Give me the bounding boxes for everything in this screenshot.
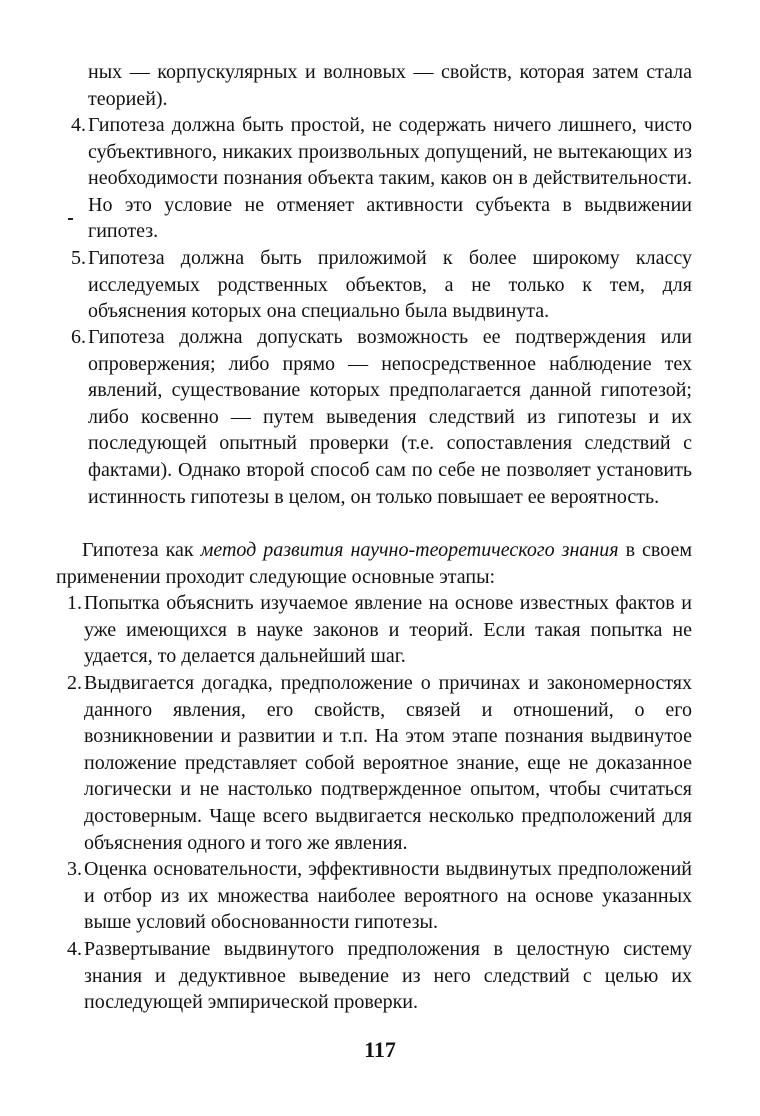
stage-text: Оценка основательности, эффективности выдвинутых предположений и отбор из их множества наиболее вероятного на основе указанных выше условий обоснованности гипотезы. <box>84 858 692 934</box>
scan-speck <box>68 218 73 220</box>
page-number: 117 <box>364 1037 396 1062</box>
requirement-number: 4. <box>71 114 86 136</box>
stage-number: 4. <box>67 938 82 960</box>
stage-text: Развертывание выдвинутого предположения в целостную систему знания и дедуктивное выведение из него следствий с целью их последующей эмпирической проверки. <box>84 938 692 1014</box>
stage-text: Попытка объяснить изучаемое явление на основе известных фактов и уже имеющихся в науке законов и теорий. Если такая попытка не удается, то делается дальнейший шаг. <box>84 592 692 668</box>
intro-text: Гипотеза как <box>82 539 201 561</box>
intro-emphasis: метод развития научно-теоретического знания <box>200 539 619 561</box>
stage-number: 2. <box>67 672 82 694</box>
requirement-text: Гипотеза должна допускать возможность ее подтверждения или опровержения; либо прямо — непосредственное наблюдение тех явлений, существование которых предполагается данной гипотезой; либо косвенно — путем выведения следствий из гипотезы и их последующей опытный проверки (т.е. сопоставления следствий с фактами). Однако второй способ сам по себе не позволяет установить истинность гипотезы в целом, он только повышает ее вероятность. <box>88 326 692 508</box>
stage-number: 1. <box>67 592 82 614</box>
stages-intro-paragraph <box>56 537 692 590</box>
stage-text: Выдвигается догадка, предположение о причинах и закономерностях данного явления, его свойств, связей и отношений, о его возникновении и развитии и т.п. На этом этапе познания выдвинутое положение представляет собой вероятное знание, еще не доказанное логически и не настолько подтвержденное опытом, чтобы считаться достоверным. Чаще всего выдвигается несколько предположений для объяснения одного и того же явления. <box>84 672 692 854</box>
requirement-text: Гипотеза должна быть приложимой к более широкому классу исследуемых родственных объектов, а не только к тем, для объяснения которых она специально была выдвинута. <box>88 247 692 323</box>
requirement-number: 5. <box>71 247 86 269</box>
continuation-paragraph: ных — корпускулярных и волновых — свойств, которая затем стала теорией). <box>88 61 692 110</box>
requirement-text: Гипотеза должна быть простой, не содержать ничего лишнего, чисто субъективного, никаких произвольных допущений, не вытекающих из необходимости познания объекта таким, каков он в действительности. Но это условие не отменяет активности субъекта в выдвижении гипотез. <box>88 114 692 243</box>
requirement-number: 6. <box>71 326 86 348</box>
stage-number: 3. <box>67 858 82 880</box>
intro-text: в своем применении проходит следующие основные этапы: <box>56 539 693 588</box>
